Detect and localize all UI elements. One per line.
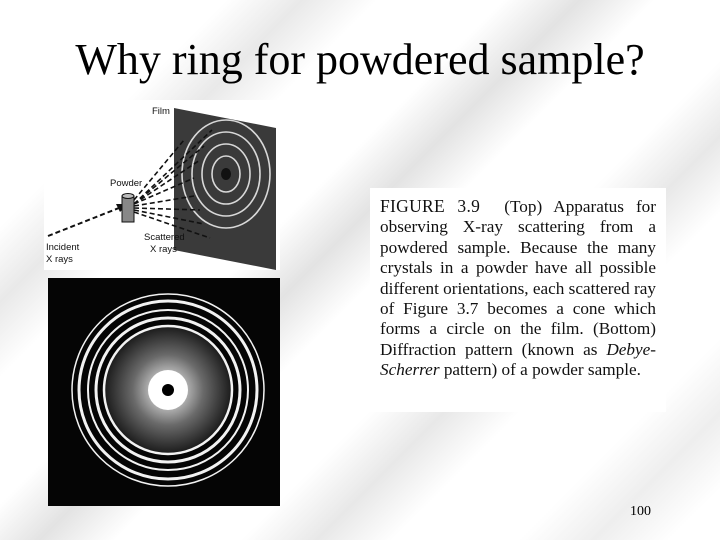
incident-beam [48,206,124,236]
page-number: 100 [630,504,651,519]
beam-stop [162,384,174,396]
label-incident-xrays: X rays [46,254,73,265]
slide-title: Why ring for powdered sample? [75,35,645,84]
caption-italic-term: Debye-Scherrer [380,339,656,380]
label-film: Film [152,106,170,117]
label-incident: Incident [46,242,80,253]
apparatus-diagram [44,100,280,270]
diffraction-svg [48,278,280,506]
diffraction-pattern [48,278,280,506]
caption-lead: (Top) Apparatus for observing X-ray scattering from a powdered sample. Because the many crystals in a powder have all possible different orientations, each scattered ray of Figure 3.7 becomes a cone which forms a circle on the film. (Bottom) Diffraction pattern (known as [380,197,656,359]
figure-caption [380,196,656,381]
powder-sample [122,196,134,222]
film-center-spot [221,168,231,180]
caption-tail: pattern) of a powder sample. [439,360,641,380]
label-powder: Powder [110,178,143,189]
label-scattered-xrays: X rays [150,244,177,255]
figure-label: FIGURE 3.9 [380,196,481,216]
label-scattered: Scattered [144,232,185,243]
apparatus-svg [44,100,280,270]
